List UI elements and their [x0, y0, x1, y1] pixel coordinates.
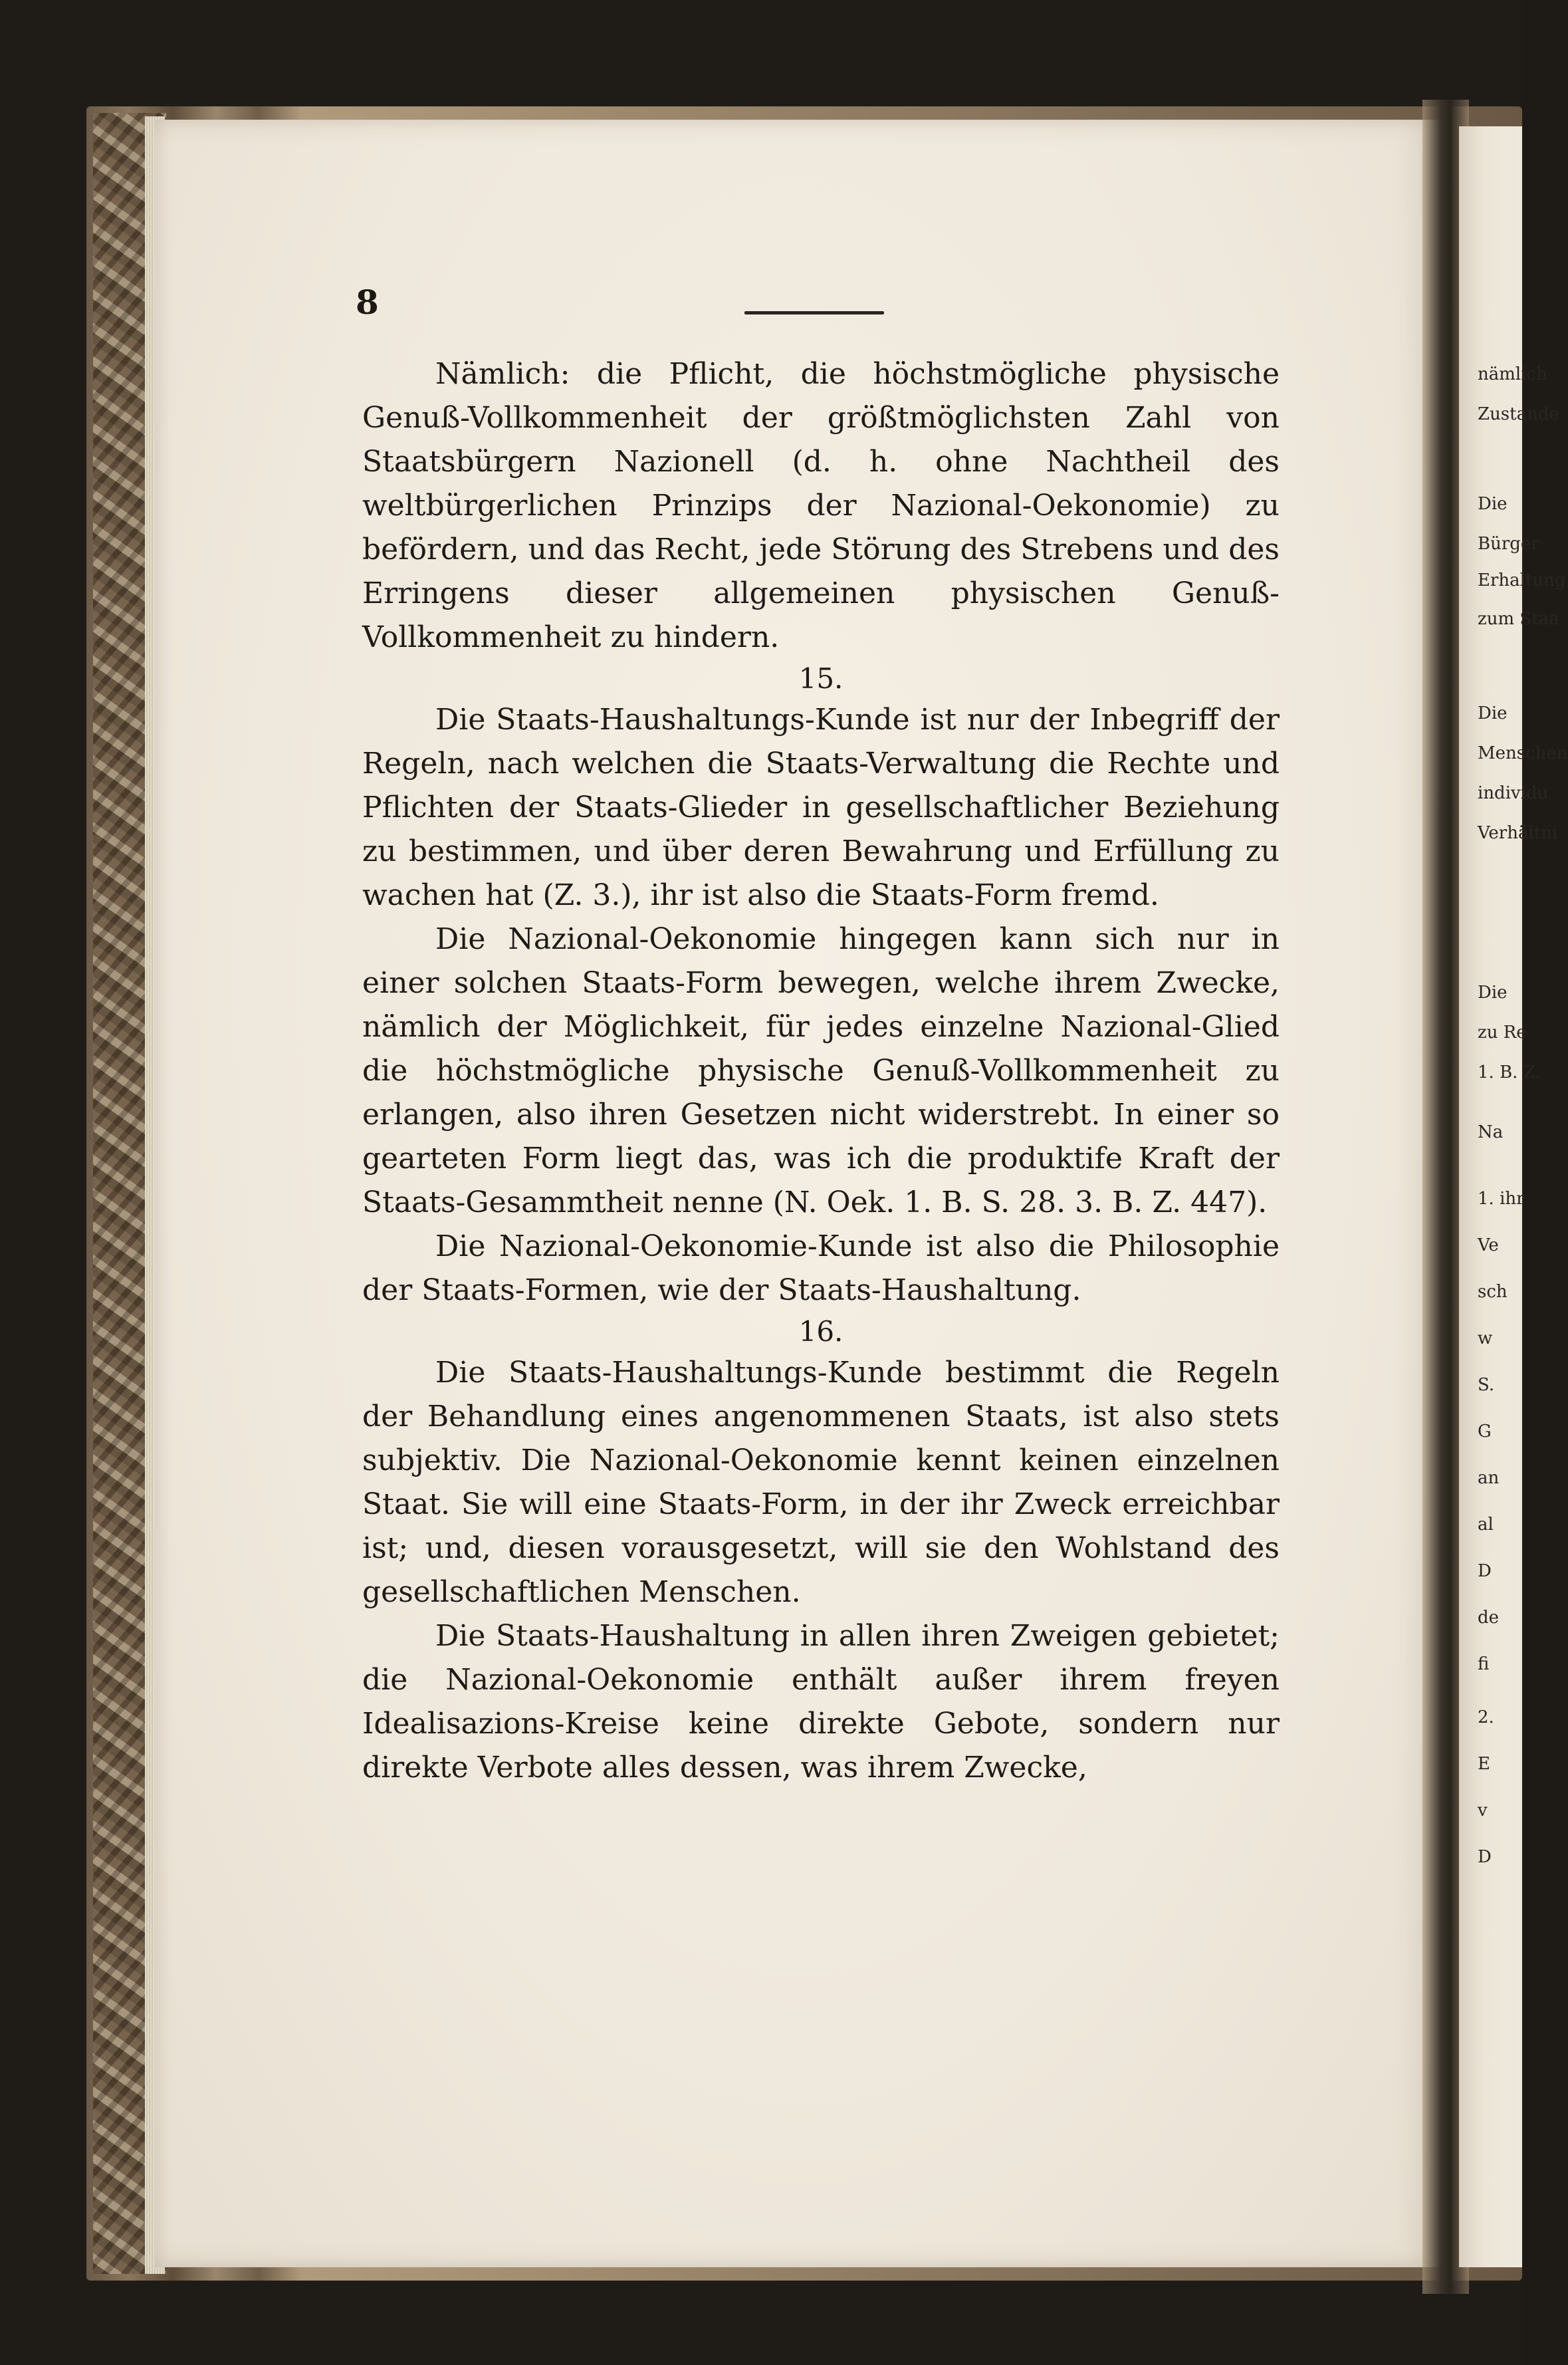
facing-page-fragment: Die — [1478, 983, 1508, 1003]
facing-page-fragment: D — [1478, 1847, 1492, 1867]
page-body — [362, 352, 1280, 1790]
facing-page-fragment: Zustande — [1478, 404, 1559, 424]
facing-page-fragment: 1. B. Z. — [1478, 1062, 1541, 1082]
facing-page-fragment: nämlich — [1478, 364, 1547, 384]
facing-page-fragment: de — [1478, 1608, 1500, 1628]
facing-page-fragment: E — [1478, 1754, 1490, 1774]
facing-page-fragment: fi — [1478, 1654, 1490, 1674]
facing-page-fragment: v — [1478, 1801, 1488, 1820]
facing-page-fragment: 1. ihr — [1478, 1189, 1525, 1209]
facing-page — [1459, 126, 1568, 2267]
facing-page-fragment: Bürger — [1478, 534, 1539, 554]
page-number: 8 — [356, 283, 379, 322]
facing-page-fragment: al — [1478, 1515, 1494, 1535]
facing-page-fragment: Die — [1478, 494, 1508, 514]
paragraph: Die Staats-Haushaltungs-Kunde bestimmt die Regeln der Behandlung eines angenommenen Staats, ist also stets subjektiv. Die Nazional-Oekonomie kennt keinen einzelnen Staat. Sie will eine Staats-Form, in der ihr Zweck erreichbar ist; und, diesen vorausgesetzt, will sie den Wohlstand des gesellschaftlichen Menschen. — [362, 1356, 1280, 1609]
paragraph: Die Staats-Haushaltung in allen ihren Zweigen gebietet; die Nazional-Oekonomie enthält außer ihrem freyen Idealisazions-Kreise keine direkte Gebote, sondern nur direkte Verbote alles dessen, was ihrem Zwecke, — [362, 1619, 1280, 1785]
section-number: 16. — [798, 1315, 843, 1348]
facing-page-fragment: 2. — [1478, 1707, 1494, 1727]
facing-page-fragment: Die — [1478, 703, 1508, 723]
section-number: 15. — [798, 662, 843, 695]
facing-page-fragment: individu — [1478, 783, 1549, 803]
paragraph: Die Nazional-Oekonomie-Kunde ist also die Philosophie der Staats-Formen, wie der Staats-Haushaltung. — [362, 1229, 1280, 1307]
facing-page-fragment: D — [1478, 1561, 1492, 1581]
facing-page-fragment: sch — [1478, 1282, 1508, 1302]
facing-page-fragment: w — [1478, 1328, 1493, 1348]
facing-page-fragment: Verhältni — [1478, 823, 1558, 843]
facing-page-fragment: Menschen — [1478, 743, 1568, 763]
facing-page-fragment: Na — [1478, 1122, 1504, 1142]
facing-page-fragment: zu Re — [1478, 1023, 1527, 1043]
facing-page-fragment: zum Staa — [1478, 609, 1559, 629]
header-rule — [744, 311, 884, 314]
paragraph: Die Nazional-Oekonomie hingegen kann sich nur in einer solchen Staats-Form bewegen, welche ihrem Zwecke, nämlich der Möglichkeit, für jedes einzelne Nazional-Glied die höchstmögliche physische Genuß-Vollkommenheit zu erlangen, also ihren Gesetzen nicht widerstrebt. In einer so gearteten Form liegt das, was ich die produktife Kraft der Staats-Gesammtheit nenne (N. Oek. 1. B. S. 28. 3. B. Z. 447). — [362, 922, 1280, 1219]
facing-page-fragment: S. — [1478, 1375, 1495, 1395]
paragraph: Nämlich: die Pflicht, die höchstmögliche physische Genuß-Vollkommenheit der größtmöglichsten Zahl von Staatsbürgern Nazionell (d. h. ohne Nachtheil des weltbürgerlichen Prinzips der Nazional-Oekonomie) zu befördern, und das Recht, jede Störung des Strebens und des Erringens dieser allgemeinen physischen Genuß-Vollkommenheit zu hindern. — [362, 357, 1280, 654]
facing-page-fragment: Ve — [1478, 1235, 1499, 1255]
facing-page-fragment: Erhaltung — [1478, 570, 1566, 590]
facing-page-fragment: G — [1478, 1422, 1492, 1441]
facing-page-fragment: an — [1478, 1468, 1500, 1488]
paragraph: Die Staats-Haushaltungs-Kunde ist nur der Inbegriff der Regeln, nach welchen die Staats-Verwaltung die Rechte und Pflichten der Staats-Glieder in gesellschaftlicher Beziehung zu bestimmen, und über deren Bewahrung und Erfüllung zu wachen hat (Z. 3.), ihr ist also die Staats-Form fremd. — [362, 703, 1280, 912]
